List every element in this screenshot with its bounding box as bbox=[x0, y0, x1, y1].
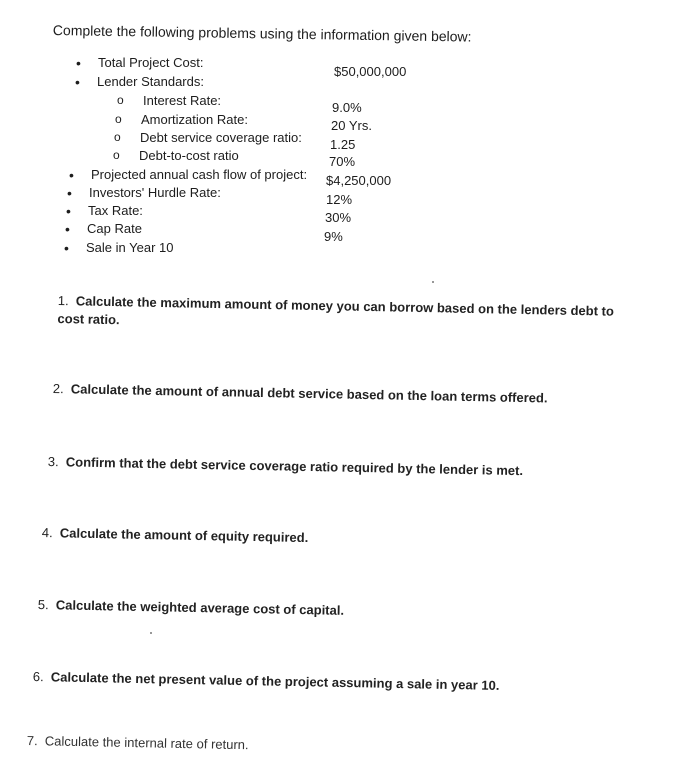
question-text: Calculate the internal rate of return. bbox=[44, 733, 249, 753]
sale-year-label: • Sale in Year 10 bbox=[86, 240, 173, 255]
question-number: 1. bbox=[57, 292, 69, 309]
question-text: Calculate the net present value of the project assuming a sale in year 10. bbox=[50, 669, 500, 693]
cash-flow-label: • Projected annual cash flow of project: bbox=[91, 167, 307, 182]
total-project-cost-label: • Total Project Cost: bbox=[98, 55, 204, 70]
intro-text: Complete the following problems using the information given below: bbox=[52, 22, 472, 45]
interest-rate-label: o Interest Rate: bbox=[143, 93, 221, 108]
question-number: 3. bbox=[47, 454, 59, 470]
dscr-value: 1.25 bbox=[330, 137, 356, 152]
question-number: 5. bbox=[37, 597, 49, 613]
scan-speck bbox=[432, 281, 434, 283]
amortization-rate-label: o Amortization Rate: bbox=[141, 112, 248, 127]
debt-to-cost-label: o Debt-to-cost ratio bbox=[139, 148, 239, 163]
amortization-rate-value: 20 Yrs. bbox=[331, 118, 372, 133]
cap-rate-label: • Cap Rate bbox=[87, 221, 142, 236]
question-number: 6. bbox=[32, 669, 44, 685]
question-3 bbox=[48, 454, 523, 478]
lender-standards-label: • Lender Standards: bbox=[97, 74, 204, 89]
question-number: 2. bbox=[52, 381, 64, 397]
question-1 bbox=[57, 292, 628, 339]
question-text: Confirm that the debt service coverage ratio required by the lender is met. bbox=[65, 454, 524, 479]
hurdle-rate-value: 12% bbox=[326, 192, 353, 207]
question-text: Calculate the maximum amount of money you can borrow based on the lenders debt to cost ratio. bbox=[57, 293, 615, 328]
question-text: Calculate the amount of annual debt service based on the loan terms offered. bbox=[70, 381, 548, 406]
tax-rate-label: • Tax Rate: bbox=[88, 203, 143, 218]
question-text: Calculate the weighted average cost of capital. bbox=[55, 597, 345, 618]
question-5 bbox=[38, 597, 344, 618]
question-text: Calculate the amount of equity required. bbox=[59, 525, 309, 546]
hurdle-rate-label: • Investors' Hurdle Rate: bbox=[89, 185, 221, 200]
debt-to-cost-value: 70% bbox=[329, 154, 356, 169]
question-6 bbox=[33, 669, 500, 693]
tax-rate-value: 30% bbox=[325, 210, 352, 225]
cash-flow-value: $4,250,000 bbox=[326, 173, 392, 188]
dscr-label: o Debt service coverage ratio: bbox=[140, 130, 302, 145]
question-number: 7. bbox=[26, 733, 38, 749]
question-2 bbox=[53, 381, 548, 405]
total-project-cost-value: $50,000,000 bbox=[334, 64, 407, 79]
question-7 bbox=[27, 733, 249, 752]
question-4 bbox=[42, 525, 309, 545]
cap-rate-value: 9% bbox=[324, 229, 343, 244]
interest-rate-value: 9.0% bbox=[332, 100, 362, 115]
scan-speck bbox=[150, 632, 152, 634]
question-number: 4. bbox=[41, 525, 53, 541]
